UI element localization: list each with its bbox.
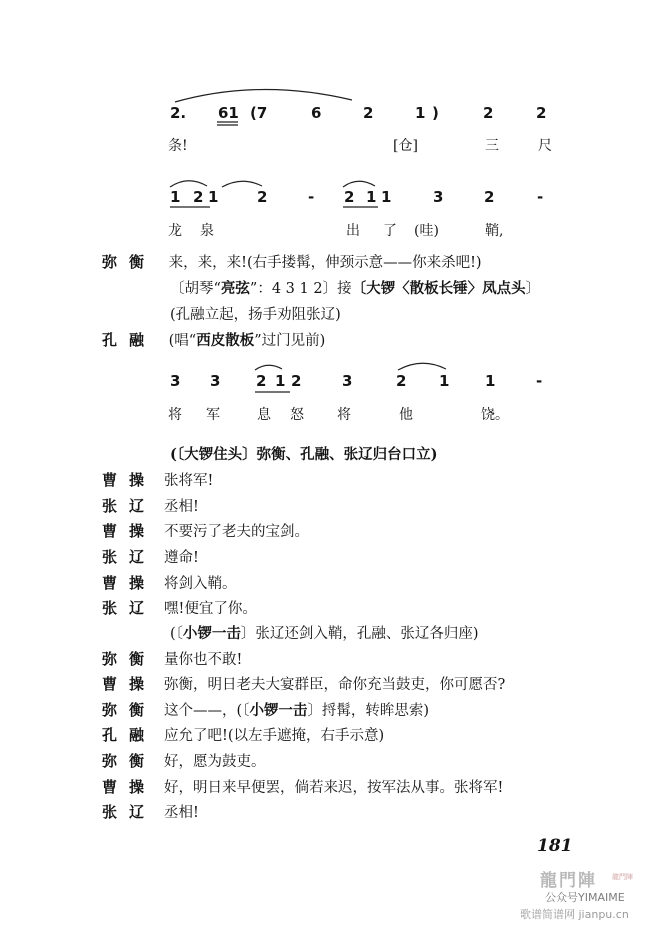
note: 2 bbox=[363, 104, 374, 122]
lyric: 将 bbox=[168, 407, 182, 423]
dialogue-line bbox=[102, 251, 482, 272]
slur-arc bbox=[343, 181, 375, 187]
page-number: 181 bbox=[537, 836, 573, 856]
note: 2 bbox=[291, 372, 302, 390]
slur-arc bbox=[398, 363, 446, 370]
speaker-name: 曹操 bbox=[102, 471, 157, 489]
dialogue-line bbox=[102, 648, 242, 669]
dialogue-line bbox=[102, 597, 257, 618]
note: 2 bbox=[256, 372, 267, 390]
lyric: [仓] bbox=[393, 138, 418, 154]
dialogue-text: 张将军! bbox=[164, 473, 214, 489]
lyric: 了 bbox=[383, 223, 397, 239]
note: 3 bbox=[342, 372, 353, 390]
note: ) bbox=[432, 104, 439, 122]
lyric: 三 bbox=[485, 138, 499, 154]
note: - bbox=[536, 372, 543, 390]
dialogue-line bbox=[102, 673, 505, 694]
note: 1 bbox=[170, 188, 181, 206]
dialogue-line bbox=[102, 776, 503, 797]
watermark-small-text: 龍門陣 bbox=[612, 873, 633, 881]
speaker-name: 曹操 bbox=[102, 574, 157, 592]
speaker-name: 弥衡 bbox=[102, 253, 157, 271]
lyric: 出 bbox=[346, 223, 360, 239]
slur-arc bbox=[175, 89, 352, 102]
note: 2 bbox=[396, 372, 407, 390]
dialogue-line bbox=[102, 750, 266, 771]
dialogue-text: 丞相! bbox=[164, 805, 199, 821]
speaker-name: 曹操 bbox=[102, 778, 157, 796]
dialogue-text: 应允了吧!(以左手遮掩，右手示意) bbox=[164, 728, 385, 744]
speaker-name: 弥衡 bbox=[102, 650, 157, 668]
lyric: (哇) bbox=[414, 223, 439, 239]
speaker-name: 曹操 bbox=[102, 675, 157, 693]
note: 2. bbox=[170, 104, 187, 122]
note: 1 bbox=[415, 104, 426, 122]
note: 2 bbox=[483, 104, 494, 122]
dialogue-line bbox=[102, 699, 429, 720]
lyric: 息 bbox=[257, 407, 271, 423]
music-cue-huqin: 〔胡琴“亮弦”：4 3 1 2〕接〔大锣〈散板长锤〉凤点头〕 bbox=[170, 280, 541, 297]
note: 2 bbox=[536, 104, 547, 122]
dialogue-text: 不要污了老夫的宝剑。 bbox=[164, 524, 310, 540]
note: 2 bbox=[257, 188, 268, 206]
dialogue-line bbox=[102, 520, 309, 541]
watermark-logo: 龍門陣 bbox=[540, 871, 597, 891]
dialogue-text: 这个——，(〔小锣一击〕捋髯，转眸思索) bbox=[164, 702, 430, 719]
watermark-account: 公众号YIMAIME bbox=[545, 891, 625, 904]
note: 1 bbox=[275, 372, 286, 390]
dialogue-text: 嘿!便宜了你。 bbox=[164, 601, 257, 617]
note: 1 bbox=[485, 372, 496, 390]
speaker-name: 张辽 bbox=[102, 599, 157, 617]
lyric: 龙 bbox=[168, 223, 182, 239]
lyric: 将 bbox=[337, 407, 351, 423]
speaker-name: 孔融 bbox=[102, 726, 157, 744]
speaker-name: 张辽 bbox=[102, 497, 157, 515]
note: 3 bbox=[433, 188, 444, 206]
dialogue-line bbox=[102, 469, 213, 490]
lyric: 他 bbox=[399, 407, 413, 423]
lyric: 饶。 bbox=[481, 407, 509, 423]
note: 2 bbox=[484, 188, 495, 206]
dialogue-line bbox=[102, 572, 237, 593]
note: 3 bbox=[210, 372, 221, 390]
speaker-name: 孔融 bbox=[102, 331, 157, 349]
lyric: 怒 bbox=[290, 407, 304, 423]
note: 3 bbox=[170, 372, 181, 390]
dialogue-text: 丞相! bbox=[164, 499, 199, 515]
speaker-name: 张辽 bbox=[102, 803, 157, 821]
dialogue-text: 好，明日来早便罢，倘若来迟，按军法从事。张将军! bbox=[164, 780, 504, 796]
note: 1 bbox=[208, 188, 219, 206]
dialogue-line bbox=[102, 546, 199, 567]
note: - bbox=[537, 188, 544, 206]
note: 1 bbox=[439, 372, 450, 390]
note: 2 bbox=[344, 188, 355, 206]
dialogue-line bbox=[102, 801, 199, 822]
note: 1 bbox=[381, 188, 392, 206]
slur-arc bbox=[222, 181, 262, 187]
watermark-footer: 歌谱简谱网 jianpu.cn bbox=[520, 908, 629, 921]
note: 6 bbox=[311, 104, 322, 122]
stage-direction: (〔小锣一击〕张辽还剑入鞘，孔融、张辽各归座) bbox=[170, 625, 479, 642]
dialogue-text: 量你也不敢! bbox=[164, 652, 243, 668]
lyric: 尺 bbox=[538, 138, 552, 154]
note: 1 bbox=[366, 188, 377, 206]
dialogue-text: 遵命! bbox=[164, 550, 199, 566]
note: 61 bbox=[218, 104, 239, 122]
dialogue-text: 来，来，来!(右手搂髯，伸颈示意——你来杀吧!) bbox=[168, 255, 482, 271]
note: (7 bbox=[250, 104, 268, 122]
lyric: 条! bbox=[168, 138, 188, 154]
dialogue-text: 将剑入鞘。 bbox=[164, 576, 237, 592]
stage-direction: (〔大锣住头〕弥衡、孔融、张辽归台口立) bbox=[170, 446, 438, 463]
speaker-name: 张辽 bbox=[102, 548, 157, 566]
lyric: 鞘, bbox=[485, 223, 504, 239]
dialogue-line bbox=[102, 724, 384, 745]
note: - bbox=[308, 188, 315, 206]
speaker-name: 弥衡 bbox=[102, 701, 157, 719]
dialogue-line: 孔融 (唱“西皮散板”过门见前) bbox=[102, 331, 326, 349]
slur-arc bbox=[255, 365, 282, 370]
dialogue-text: 好，愿为鼓吏。 bbox=[164, 754, 266, 770]
speaker-name: 曹操 bbox=[102, 522, 157, 540]
lyric: 军 bbox=[206, 407, 220, 423]
slur-arc bbox=[170, 181, 207, 187]
note: 2 bbox=[193, 188, 204, 206]
lyric: 泉 bbox=[200, 223, 214, 239]
dialogue-line bbox=[102, 495, 199, 516]
stage-direction: (孔融立起，扬手劝阻张辽) bbox=[170, 307, 341, 323]
dialogue-text: 弥衡，明日老夫大宴群臣，命你充当鼓吏，你可愿否? bbox=[164, 677, 506, 693]
speaker-name: 弥衡 bbox=[102, 752, 157, 770]
